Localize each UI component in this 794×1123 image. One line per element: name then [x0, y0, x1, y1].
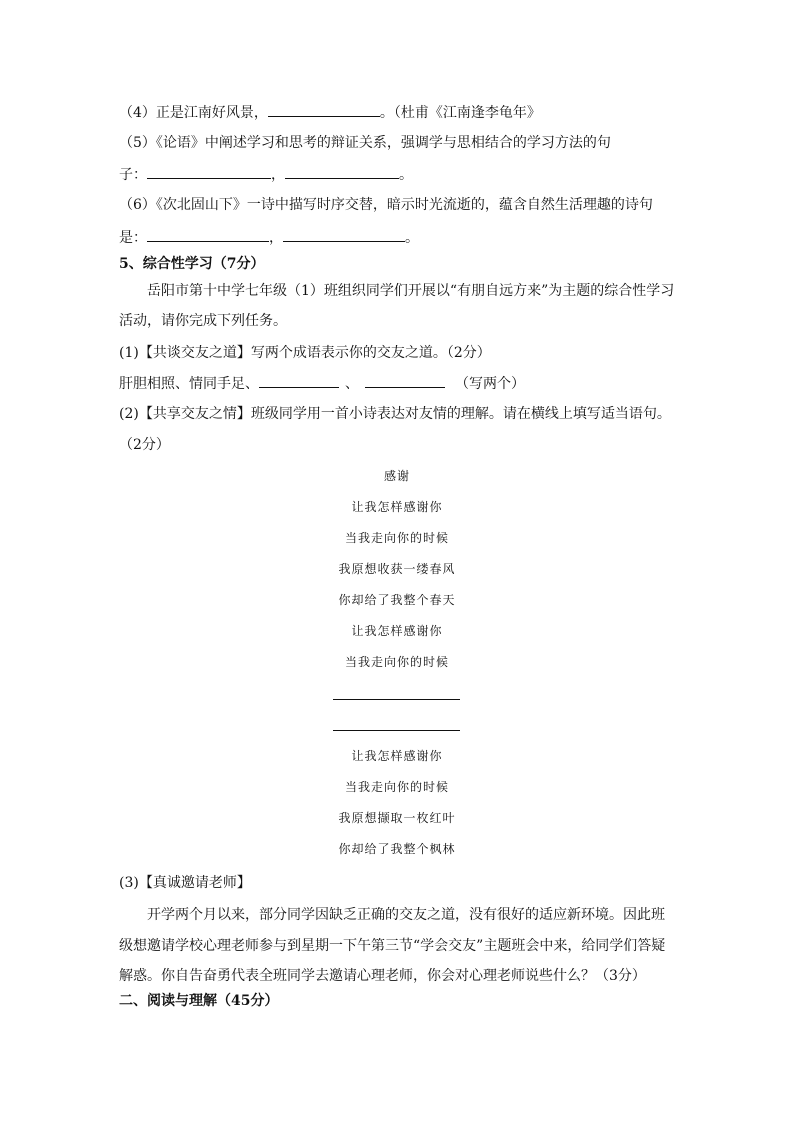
question-5-comma: ， — [271, 167, 285, 183]
task-1-note: （写两个） — [455, 376, 525, 392]
poem-line: 让我怎样感谢你 — [351, 624, 443, 638]
poem-line: 你却给了我整个春天 — [338, 593, 456, 607]
poem-line: 让我怎样感谢你 — [351, 500, 443, 514]
task-1-example-idioms: 肝胆相照、情同手足、 — [119, 376, 259, 392]
question-6-prefix: 是： — [119, 230, 147, 246]
question-4 — [119, 102, 541, 123]
question-4-source: 。（杜甫《江南逢李龟年》 — [379, 105, 541, 121]
poem-line: 你却给了我整个枫林 — [338, 842, 456, 856]
poem-line: 我原想撷取一枚红叶 — [338, 811, 456, 825]
task-3-label: (3)【真诚邀请老师】 — [119, 875, 251, 891]
poem-line: 让我怎样感谢你 — [351, 749, 443, 763]
question-5-line2 — [119, 164, 413, 185]
section-2-title: 二、阅读与理解（45分） — [119, 993, 279, 1009]
answer-blank[interactable] — [268, 102, 380, 117]
answer-blank[interactable] — [283, 227, 405, 242]
answer-blank[interactable] — [365, 373, 445, 388]
question-6-line1: （6）《次北固山下》一诗中描写时序交替，暗示时光流逝的，蕴含自然生活理趣的诗句 — [119, 197, 653, 213]
section-5-intro-line1: 岳阳市第十中学七年级（1）班组织同学们开展以“有朋自远方来”为主题的综合性学习 — [147, 283, 675, 299]
task-1-separator: 、 — [345, 376, 359, 392]
task-1-label: (1)【共谈交友之道】写两个成语表示你的交友之道。（2分） — [119, 345, 491, 361]
poem-line: 当我走向你的时候 — [344, 780, 449, 794]
poem-title: 感谢 — [383, 469, 410, 483]
question-6-period: 。 — [405, 230, 419, 246]
task-3-para-line1: 开学两个月以来，部分同学因缺乏正确的交友之道，没有很好的适应新环境。因此班 — [147, 907, 665, 923]
answer-blank[interactable] — [147, 227, 269, 242]
task-1-answer-line — [119, 373, 525, 394]
question-5-prefix: 子： — [119, 167, 147, 183]
task-2-label: (2)【共享交友之情】班级同学用一首小诗表达对友情的理解。请在横线上填写适当语句。 — [119, 406, 671, 422]
question-6-line2 — [119, 227, 419, 248]
question-5-period: 。 — [399, 167, 413, 183]
poem-line: 当我走向你的时候 — [344, 655, 449, 669]
task-3-para-line3: 解惑。你自告奋勇代表全班同学去邀请心理老师，你会对心理老师说些什么？（3分） — [119, 968, 646, 984]
answer-blank[interactable] — [147, 164, 271, 179]
answer-blank[interactable] — [285, 164, 399, 179]
section-5-title: 5、综合性学习（7分） — [119, 256, 265, 272]
poem-line: 我原想收获一缕春风 — [338, 562, 456, 576]
section-5-intro-line2: 活动，请你完成下列任务。 — [119, 313, 287, 329]
poem-answer-blank[interactable] — [333, 699, 460, 700]
task-3-para-line2: 级想邀请学校心理老师参与到星期一下午第三节“学会交友”主题班会中来，给同学们答疑 — [119, 938, 666, 954]
question-6-comma: ， — [269, 230, 283, 246]
poem-answer-blank[interactable] — [333, 730, 460, 731]
poem-line: 当我走向你的时候 — [344, 531, 449, 545]
question-4-prefix: （4）正是江南好风景， — [119, 105, 268, 121]
answer-blank[interactable] — [259, 373, 339, 388]
task-2-points: （2分） — [119, 437, 170, 453]
question-5-line1: （5）《论语》中阐述学习和思考的辩证关系，强调学与思相结合的学习方法的句 — [119, 135, 611, 151]
